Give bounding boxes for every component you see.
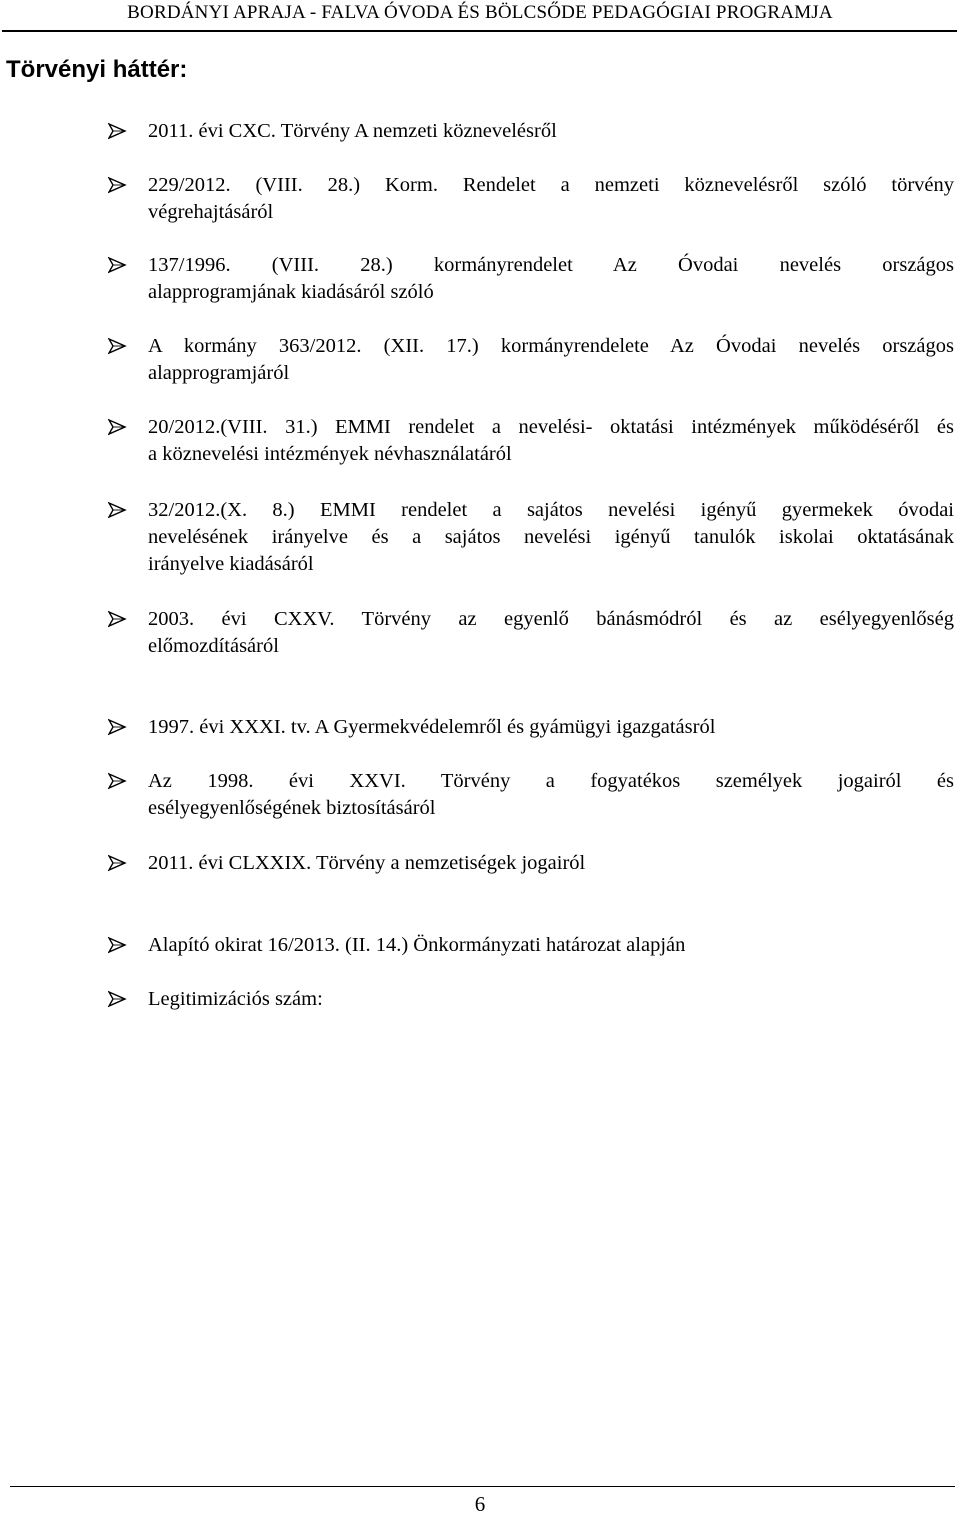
arrowhead-bullet-icon bbox=[108, 986, 128, 1012]
text-line: Alapító okirat 16/2013. (II. 14.) Önkormányzati határozat alapján bbox=[148, 934, 686, 956]
arrowhead-bullet-icon bbox=[108, 118, 128, 144]
list-item-text bbox=[148, 172, 954, 226]
text-line: 32/2012.(X. 8.) EMMI rendelet a sajátos nevelési igényű gyermekek óvodai bbox=[148, 499, 954, 521]
arrowhead-bullet-icon bbox=[108, 252, 128, 278]
arrowhead-bullet-icon bbox=[108, 333, 128, 359]
section-title: Törvényi háttér: bbox=[6, 56, 188, 83]
arrowhead-bullet-icon bbox=[108, 768, 128, 794]
text-line: Az 1998. évi XXVI. Törvény a fogyatékos személyek jogairól és bbox=[148, 770, 954, 792]
list-item-text bbox=[148, 932, 954, 959]
text-line: alapprogramjának kiadásáról szóló bbox=[148, 281, 434, 303]
text-line: a köznevelési intézmények névhasználatáról bbox=[148, 443, 512, 465]
list-item-text bbox=[148, 850, 954, 877]
page-number: 6 bbox=[474, 1492, 486, 1516]
text-line: 1997. évi XXXI. tv. A Gyermekvédelemről és gyámügyi igazgatásról bbox=[148, 716, 716, 738]
arrowhead-bullet-icon bbox=[108, 497, 128, 523]
text-line: 229/2012. (VIII. 28.) Korm. Rendelet a nemzeti köznevelésről szóló törvény bbox=[148, 174, 954, 196]
text-line: Legitimizációs szám: bbox=[148, 988, 323, 1010]
text-line: 2011. évi CXC. Törvény A nemzeti köznevelésről bbox=[148, 120, 557, 142]
list-item-text bbox=[148, 606, 954, 660]
arrowhead-bullet-icon bbox=[108, 714, 128, 740]
arrowhead-bullet-icon bbox=[108, 414, 128, 440]
text-line: 20/2012.(VIII. 31.) EMMI rendelet a nevelési- oktatási intézmények működéséről és bbox=[148, 416, 954, 438]
text-line: 2003. évi CXXV. Törvény az egyenlő bánásmódról és az esélyegyenlőség bbox=[148, 608, 954, 630]
footer-divider bbox=[10, 1486, 955, 1487]
text-line: A kormány 363/2012. (XII. 17.) kormányrendelete Az Óvodai nevelés országos bbox=[148, 335, 954, 357]
arrowhead-bullet-icon bbox=[108, 932, 128, 958]
text-line: végrehajtásáról bbox=[148, 201, 274, 223]
text-line: nevelésének irányelve és a sajátos nevelési igényű tanulók iskolai oktatásának bbox=[148, 526, 954, 548]
list-item-text bbox=[148, 333, 954, 387]
arrowhead-bullet-icon bbox=[108, 172, 128, 198]
text-line: irányelve kiadásáról bbox=[148, 553, 314, 575]
list-item-text bbox=[148, 118, 954, 145]
list-item-text bbox=[148, 414, 954, 468]
list-item-text bbox=[148, 768, 954, 822]
list-item-text bbox=[148, 252, 954, 306]
text-line: 2011. évi CLXXIX. Törvény a nemzetiségek jogairól bbox=[148, 852, 586, 874]
text-line: előmozdításáról bbox=[148, 635, 279, 657]
arrowhead-bullet-icon bbox=[108, 606, 128, 632]
arrowhead-bullet-icon bbox=[108, 850, 128, 876]
text-line: esélyegyenlőségének biztosításáról bbox=[148, 797, 436, 819]
list-item-text bbox=[148, 986, 954, 1013]
text-line: alapprogramjáról bbox=[148, 362, 290, 384]
text-line: 137/1996. (VIII. 28.) kormányrendelet Az Óvodai nevelés országos bbox=[148, 254, 954, 276]
running-header: BORDÁNYI APRAJA - FALVA ÓVODA ÉS BÖLCSŐDE PEDAGÓGIAI PROGRAMJA bbox=[127, 2, 833, 23]
header-divider bbox=[2, 30, 957, 32]
list-item-text bbox=[148, 714, 954, 741]
list-item-text bbox=[148, 497, 954, 578]
